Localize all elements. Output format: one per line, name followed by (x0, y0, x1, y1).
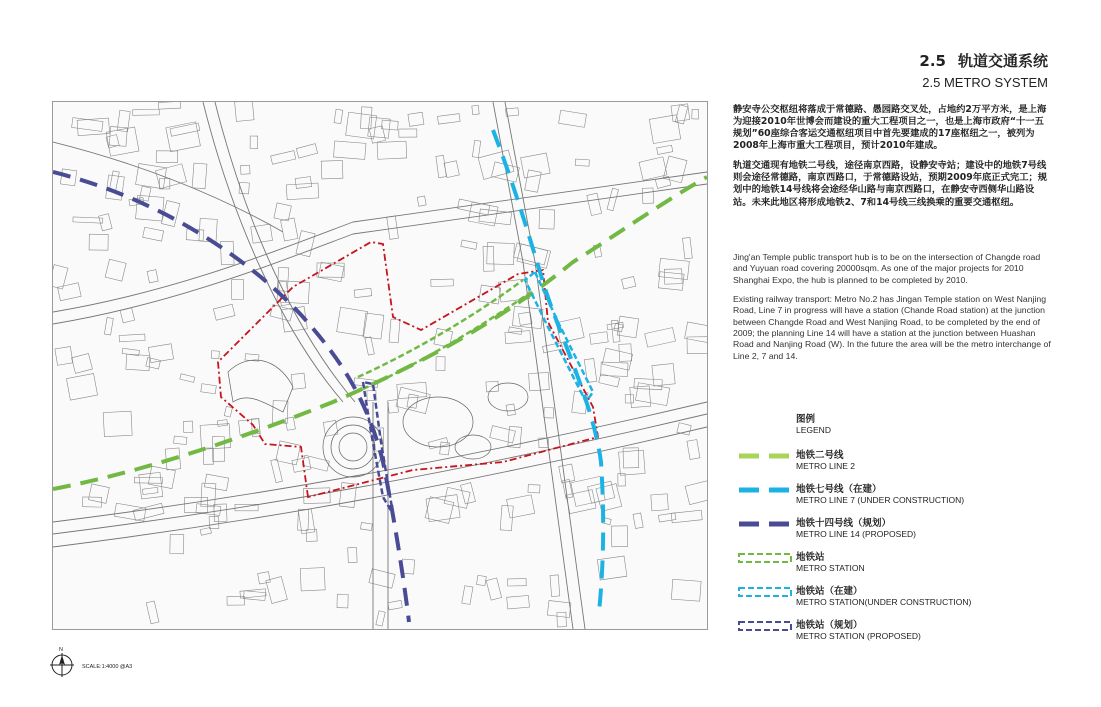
legend-label-cn: 地铁十四号线（规划） (796, 518, 892, 529)
building-footprint (266, 576, 288, 603)
metro-line-7-station (525, 272, 593, 402)
legend-title (737, 411, 1037, 435)
description-en-paragraph-2: Existing railway transport: Metro No.2 has Jingan Temple station on West Nanjing Road, Line 7 in progress will have a station (Chande Road station) at the junction between Changde Road and West Nanjing Road, to be completed by the end of 2009; the planning Line 14 will have a station at the junction between Huashan Road and Nanjing Road (W). In the future the area will be the metro interchange of Line 2, 7 and 14. (733, 293, 1051, 361)
building-footprint (99, 214, 113, 231)
building-footprint (642, 188, 653, 204)
building-footprint (625, 395, 633, 403)
building-footprint (692, 109, 699, 119)
building-footprint (525, 170, 542, 192)
building-footprint (148, 344, 173, 363)
title-block (919, 50, 1048, 90)
building-footprint (683, 237, 693, 258)
building-footprint (607, 188, 618, 211)
building-footprint (72, 354, 93, 374)
building-footprint (119, 334, 145, 342)
site-map (52, 101, 708, 630)
building-footprint (281, 218, 298, 241)
description-cn-paragraph-1: 静安寺公交枢纽将落成于常德路、愚园路交叉处，占地约2万平方米，是上海为迎接2010年世博会而建设的重大工程项目之一，也是上海市政府“十一五规划”60座综合客运交通枢纽项目中首先要建成的17座枢纽之一，被列为2008年上海市重大工程项目，预计2010年建成。 (733, 104, 1047, 152)
building-footprint (348, 547, 357, 562)
building-footprint (544, 408, 554, 419)
building-footprint (243, 591, 265, 601)
building-footprint (483, 246, 494, 271)
building-footprint (431, 279, 454, 286)
building-footprint (365, 337, 375, 355)
building-footprint (77, 118, 109, 136)
metro-station-proposed-swatch (737, 619, 793, 633)
building-footprint (276, 441, 301, 465)
building-footprint (212, 436, 224, 461)
building-footprint (300, 568, 325, 591)
building-footprint (192, 163, 207, 189)
building-footprint (486, 578, 501, 600)
legend-item-metro-station (737, 549, 1037, 579)
building-footprint (425, 497, 454, 524)
building-footprint (306, 529, 317, 541)
building-footprint (472, 140, 480, 157)
building-footprint (486, 381, 499, 392)
building-footprint (105, 259, 126, 281)
metro-line-7 (493, 130, 603, 612)
building-footprint (607, 322, 624, 330)
building-footprint (528, 485, 540, 493)
building-footprint (133, 503, 164, 520)
building-footprint (251, 224, 273, 243)
building-footprint (211, 351, 219, 359)
building-footprint (671, 510, 702, 523)
building-footprint (158, 102, 181, 109)
building-footprint (170, 123, 200, 136)
building-footprint (298, 509, 309, 530)
building-footprint (436, 155, 446, 177)
legend-label-en: METRO LINE 14 (PROPOSED) (796, 529, 916, 539)
metro-station-swatch (737, 551, 793, 565)
building-footprint (685, 479, 707, 505)
building-footprint (286, 183, 318, 200)
building-footprint (685, 322, 707, 344)
building-footprint (109, 127, 127, 147)
building-footprint (136, 164, 167, 189)
building-footprint (397, 382, 427, 398)
building-footprint (147, 270, 158, 283)
building-footprint (436, 357, 445, 371)
metro-line-14 (53, 172, 409, 622)
legend-item-metro-line-14 (737, 515, 1037, 545)
building-footprint (146, 358, 161, 369)
building-footprint (617, 316, 639, 338)
urban-fabric (53, 102, 707, 627)
north-arrow-icon (50, 653, 74, 677)
legend-item-metro-line-2 (737, 447, 1037, 477)
legend-label-cn: 地铁站 (796, 552, 825, 563)
jingan-temple-park-features (228, 360, 528, 477)
description-en-paragraph-1: Jing'an Temple public transport hub is to be on the intersection of Changde road and Yuyuan road covering 20000sqm. As one of the major projects for 2010 Shanghai Expo, the hub is planned to be completed by 2010. (733, 252, 1041, 285)
building-footprint (472, 105, 479, 114)
building-footprint (559, 110, 587, 127)
metro-line-2-station (358, 280, 523, 377)
building-footprint (104, 318, 113, 336)
metro-line-14-station (363, 382, 393, 514)
building-footprint (136, 195, 164, 221)
building-footprint (377, 141, 407, 159)
legend-title-en: LEGEND (796, 425, 831, 435)
legend-label-en: METRO STATION(UNDER CONSTRUCTION) (796, 597, 972, 607)
section-number: 2.5 (919, 52, 946, 70)
building-footprint (557, 612, 566, 627)
section-title-cn: 轨道交通系统 (957, 52, 1048, 70)
building-footprint (571, 476, 605, 506)
building-footprint (462, 586, 473, 605)
building-footprint (133, 109, 160, 115)
building-footprint (611, 526, 627, 547)
building-footprint (369, 126, 385, 143)
building-footprint (461, 240, 477, 249)
building-footprint (183, 421, 193, 433)
building-footprint (389, 319, 400, 343)
building-footprint (180, 374, 195, 383)
building-footprint (490, 426, 516, 443)
description-cn (733, 104, 1051, 217)
building-footprint (508, 579, 527, 586)
building-footprint (126, 354, 150, 370)
building-footprint (321, 160, 343, 179)
building-footprint (508, 327, 522, 335)
building-footprint (507, 595, 530, 609)
building-footprint (663, 156, 687, 183)
building-footprint (438, 114, 461, 125)
building-footprint (201, 384, 217, 394)
building-footprint (170, 534, 184, 553)
building-footprint (635, 383, 669, 406)
building-footprint (622, 277, 636, 290)
legend-label-cn: 地铁站（规划） (796, 620, 863, 631)
building-footprint (566, 490, 596, 514)
building-footprint (156, 151, 177, 163)
building-footprint (139, 186, 151, 201)
building-footprint (363, 313, 384, 339)
building-footprint (521, 153, 551, 178)
legend-item-metro-station-proposed (737, 617, 1037, 647)
building-footprint (633, 513, 643, 528)
building-footprint (354, 288, 372, 297)
building-footprint (58, 283, 82, 301)
building-footprint (73, 217, 103, 223)
building-footprint (241, 165, 251, 174)
metro-station-under-construction-swatch (737, 585, 793, 599)
page-title-cn (919, 50, 1048, 71)
building-footprint (476, 575, 486, 585)
legend-label-cn: 地铁站（在建） (796, 586, 863, 597)
building-footprint (146, 601, 159, 624)
building-footprint (506, 404, 515, 416)
legend-item-metro-line-7 (737, 481, 1037, 511)
building-footprint (334, 109, 343, 123)
building-footprint (651, 494, 669, 511)
building-footprint (547, 601, 571, 618)
building-footprint (417, 196, 426, 206)
building-footprint (639, 157, 667, 181)
building-footprint (277, 281, 310, 304)
building-footprint (687, 440, 700, 460)
legend-label-en: METRO LINE 2 (796, 461, 856, 471)
building-footprint (619, 450, 646, 475)
building-footprint (224, 406, 232, 417)
building-footprint (652, 363, 675, 386)
building-footprint (407, 394, 418, 408)
building-footprint (658, 513, 676, 522)
building-footprint (291, 373, 305, 389)
north-label: N (59, 647, 63, 653)
building-footprint (89, 234, 108, 250)
building-footprint (271, 459, 283, 483)
building-footprint (487, 243, 515, 265)
building-footprint (575, 159, 589, 166)
building-footprint (658, 272, 684, 291)
building-footprint (139, 472, 163, 499)
building-footprint (201, 483, 216, 507)
building-footprint (235, 102, 254, 121)
building-footprint (550, 575, 560, 597)
legend-label-en: METRO STATION (PROPOSED) (796, 631, 921, 641)
building-footprint (217, 420, 227, 427)
building-footprint (645, 328, 676, 348)
building-footprint (204, 474, 228, 491)
building-footprint (209, 516, 219, 528)
building-footprint (103, 411, 132, 436)
building-footprint (295, 177, 312, 189)
metro-line-14-swatch (737, 517, 793, 531)
site-map-drawing (53, 102, 707, 629)
legend-label-en: METRO STATION (796, 563, 865, 573)
building-footprint (143, 227, 164, 241)
building-footprint (258, 572, 271, 584)
building-footprint (117, 110, 130, 132)
building-footprint (55, 346, 73, 365)
scale-text: SCALE:1:4000 @A3 (82, 664, 133, 670)
building-footprint (426, 495, 460, 522)
building-footprint (174, 436, 187, 444)
building-footprint (274, 203, 291, 221)
building-footprint (664, 269, 682, 284)
building-footprint (657, 145, 673, 154)
legend-label-en: METRO LINE 7 (UNDER CONSTRUCTION) (796, 495, 965, 505)
building-footprint (590, 332, 609, 345)
building-footprint (396, 387, 430, 414)
legend-label-cn: 地铁二号线 (796, 450, 844, 461)
building-footprint (388, 600, 402, 609)
building-footprint (334, 141, 366, 160)
metro-line-2-swatch (737, 449, 793, 463)
building-footprint (671, 579, 701, 601)
map-legend (737, 411, 1037, 641)
legend-title-cn: 图例 (796, 414, 816, 425)
building-footprint (296, 231, 315, 257)
building-footprint (250, 136, 258, 149)
building-footprint (399, 129, 417, 137)
building-footprint (271, 151, 296, 165)
building-footprint (376, 611, 385, 626)
building-footprint (507, 495, 535, 518)
building-footprint (88, 484, 109, 503)
building-footprint (539, 210, 555, 230)
building-footprint (596, 484, 622, 512)
description-cn-paragraph-2: 轨道交通现有地铁二号线，途径南京西路，设静安寺站；建设中的地铁7号线则会途径常德路，南京西路口，于常德路设站，预期2009年底正式完工；规划中的地铁14号线将会途经华山路与南京西路口，在静安寺西侧华山路设站。未来此地区将形成地铁2、7和14号线三线换乘的重要交通枢纽。 (733, 160, 1048, 208)
building-footprint (337, 594, 348, 608)
building-footprint (296, 144, 317, 158)
building-footprint (360, 523, 372, 531)
building-footprint (232, 280, 244, 300)
building-footprint (142, 487, 158, 494)
building-footprint (156, 164, 187, 189)
page-title-en: 2.5 METRO SYSTEM (922, 75, 1048, 90)
building-footprint (478, 150, 514, 179)
building-footprint (285, 417, 295, 430)
building-footprint (512, 306, 543, 328)
building-footprint (587, 193, 602, 215)
building-footprint (408, 112, 424, 126)
building-footprint (337, 307, 368, 336)
building-footprint (66, 374, 97, 401)
metro-line-7-swatch (737, 483, 793, 497)
scale-block (50, 648, 250, 678)
building-footprint (361, 107, 372, 129)
description-en (733, 252, 1051, 370)
building-footprint (213, 304, 235, 320)
legend-item-metro-station-under-construction (737, 583, 1037, 613)
legend-label-cn: 地铁七号线（在建） (796, 484, 882, 495)
